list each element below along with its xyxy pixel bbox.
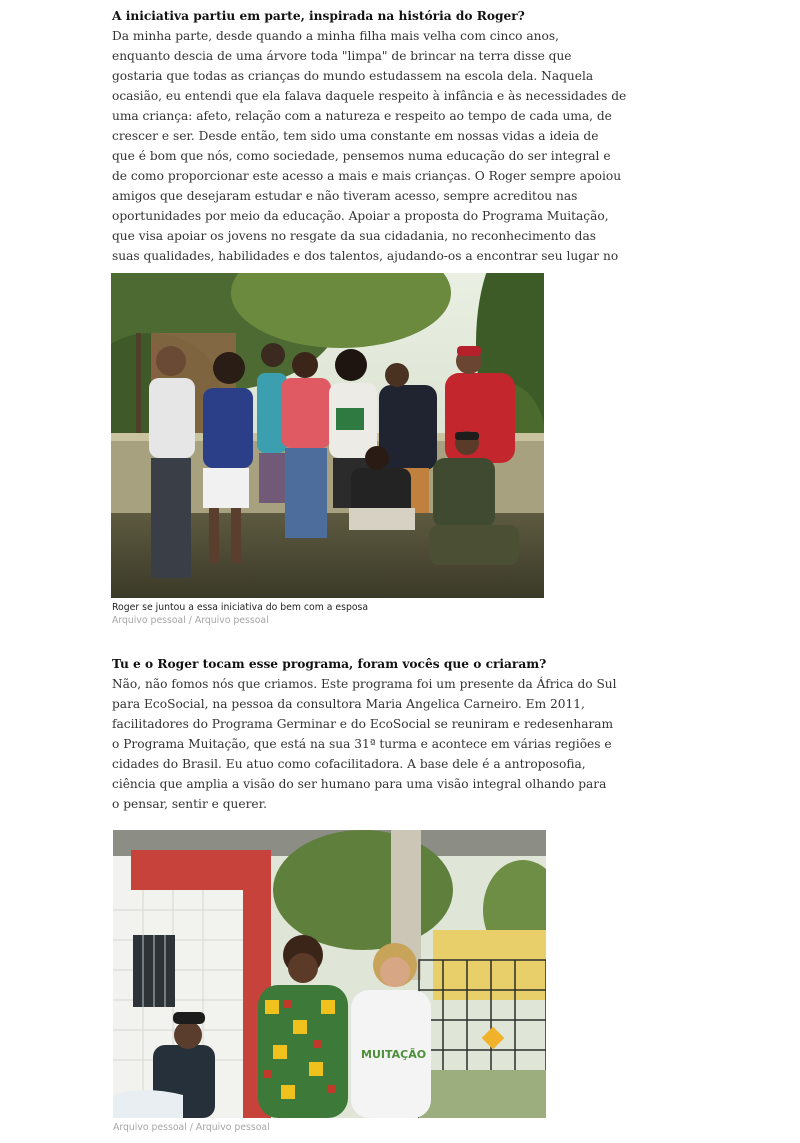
answer-line: crescer e ser. Desde então, tem sido uma constante em nossas vidas a ideia de — [112, 129, 599, 143]
group-photo-illustration — [111, 273, 544, 598]
answer-line: de como proporcionar este acesso a mais e mais crianças. O Roger sempre apoiou — [112, 169, 622, 183]
article-section-1 — [112, 6, 627, 266]
photo-caption: Roger se juntou a essa iniciativa do bem com a esposa — [112, 602, 369, 613]
answer-line: que visa apoiar os jovens no resgate da sua cidadania, no reconhecimento das — [112, 229, 597, 243]
answer-line: Da minha parte, desde quando a minha filha mais velha com cinco anos, — [112, 29, 559, 43]
answer-line: suas qualidades, habilidades e dos talentos, ajudando-os a encontrar seu lugar no — [112, 249, 619, 263]
answer-line: uma criança: afeto, relação com a natureza e respeito ao tempo de cada uma, de — [112, 109, 612, 123]
answer-line: Não, não fomos nós que criamos. Este programa foi um presente da África do Sul — [112, 677, 617, 691]
answer-line: o pensar, sentir e querer. — [112, 797, 267, 811]
interview-question: Tu e o Roger tocam esse programa, foram vocês que o criaram? — [112, 657, 547, 671]
group-photo — [111, 273, 544, 598]
answer-line: o Programa Muitação, que está na sua 31ª turma e acontece em várias regiões e — [112, 737, 612, 751]
photo-credit: Arquivo pessoal / Arquivo pessoal — [113, 1122, 270, 1133]
answer-line: ciência que amplia a visão do ser humano para uma visão integral olhando para — [112, 777, 607, 791]
workshop-photo — [113, 830, 546, 1118]
answer-line: oportunidades por meio da educação. Apoiar a proposta do Programa Muitação, — [112, 209, 609, 223]
answer-line: gostaria que todas as crianças do mundo estudassem na escola dela. Naquela — [112, 69, 594, 83]
answer-line: enquanto descia de uma árvore toda "limpa" de brincar na terra disse que — [112, 49, 572, 63]
answer-line: para EcoSocial, na pessoa da consultora Maria Angelica Carneiro. Em 2011, — [112, 697, 585, 711]
answer-line: que é bom que nós, como sociedade, pensemos numa educação do ser integral e — [112, 149, 611, 163]
answer-line: amigos que desejaram estudar e não tiveram acesso, sempre acreditou nas — [112, 189, 578, 203]
answer-line: facilitadores do Programa Germinar e do EcoSocial se reuniram e redesenharam — [112, 717, 614, 731]
shirt-logo-text: MUITAÇÃO — [361, 1048, 427, 1061]
answer-line: cidades do Brasil. Eu atuo como cofacilitadora. A base dele é a antroposofia, — [112, 757, 586, 771]
answer-line: ocasião, eu entendi que ela falava daquele respeito à infância e às necessidades de — [112, 89, 627, 103]
interview-answer — [112, 26, 627, 266]
photo-credit: Arquivo pessoal / Arquivo pessoal — [112, 615, 269, 626]
article-section-2 — [112, 654, 617, 814]
workshop-photo-illustration — [113, 830, 546, 1118]
interview-question: A iniciativa partiu em parte, inspirada na história do Roger? — [112, 9, 525, 23]
interview-answer — [112, 674, 617, 814]
